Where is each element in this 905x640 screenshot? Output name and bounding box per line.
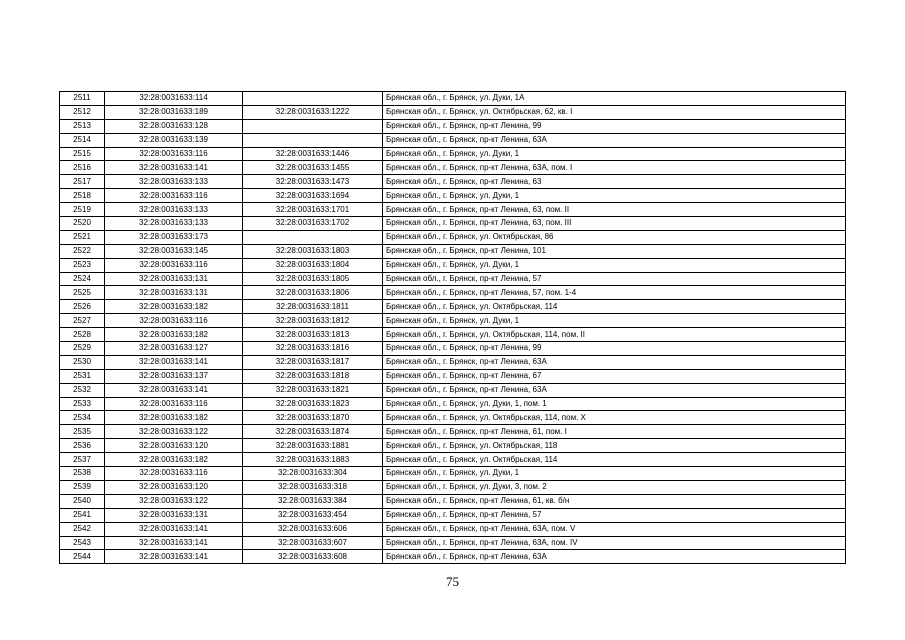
- address-cell: Брянская обл., г. Брянск, ул. Октябрьская, 86: [383, 230, 846, 244]
- address-cell: Брянская обл., г. Брянск, ул. Октябрьская, 114, пом. X: [383, 411, 846, 425]
- object-cadastral-number: 32:28:0031633:1813: [243, 328, 383, 342]
- row-number: 2541: [60, 508, 105, 522]
- land-cadastral-number: 32:28:0031633:131: [105, 272, 243, 286]
- land-cadastral-number: 32:28:0031633:122: [105, 425, 243, 439]
- address-cell: Брянская обл., г. Брянск, пр-кт Ленина, 63А: [383, 133, 846, 147]
- land-cadastral-number: 32:28:0031633:127: [105, 342, 243, 356]
- row-number: 2520: [60, 217, 105, 231]
- object-cadastral-number: [243, 92, 383, 106]
- object-cadastral-number: 32:28:0031633:607: [243, 536, 383, 550]
- table-row: [60, 286, 846, 300]
- row-number: 2528: [60, 328, 105, 342]
- land-cadastral-number: 32:28:0031633:116: [105, 258, 243, 272]
- address-cell: Брянская обл., г. Брянск, ул. Октябрьская, 118: [383, 439, 846, 453]
- row-number: 2544: [60, 550, 105, 564]
- object-cadastral-number: 32:28:0031633:454: [243, 508, 383, 522]
- table-row: [60, 425, 846, 439]
- table-row: [60, 453, 846, 467]
- table-row: [60, 439, 846, 453]
- object-cadastral-number: 32:28:0031633:1702: [243, 217, 383, 231]
- address-cell: Брянская обл., г. Брянск, пр-кт Ленина, 101: [383, 244, 846, 258]
- address-cell: Брянская обл., г. Брянск, пр-кт Ленина, 57: [383, 272, 846, 286]
- table-row: [60, 189, 846, 203]
- address-cell: Брянская обл., г. Брянск, пр-кт Ленина, 63А, пом. IV: [383, 536, 846, 550]
- address-cell: Брянская обл., г. Брянск, пр-кт Ленина, 63А: [383, 355, 846, 369]
- table-row: [60, 494, 846, 508]
- address-cell: Брянская обл., г. Брянск, ул. Октябрьская, 114: [383, 453, 846, 467]
- land-cadastral-number: 32:28:0031633:141: [105, 161, 243, 175]
- table-row: [60, 355, 846, 369]
- land-cadastral-number: 32:28:0031633:139: [105, 133, 243, 147]
- table-row: [60, 342, 846, 356]
- table-row: [60, 522, 846, 536]
- row-number: 2538: [60, 467, 105, 481]
- table-body: [60, 92, 846, 564]
- row-number: 2540: [60, 494, 105, 508]
- object-cadastral-number: 32:28:0031633:1821: [243, 383, 383, 397]
- land-cadastral-number: 32:28:0031633:141: [105, 536, 243, 550]
- object-cadastral-number: 32:28:0031633:1804: [243, 258, 383, 272]
- table-row: [60, 92, 846, 106]
- table-row: [60, 550, 846, 564]
- object-cadastral-number: 32:28:0031633:1823: [243, 397, 383, 411]
- object-cadastral-number: 32:28:0031633:1473: [243, 175, 383, 189]
- row-number: 2532: [60, 383, 105, 397]
- table-row: [60, 480, 846, 494]
- land-cadastral-number: 32:28:0031633:189: [105, 105, 243, 119]
- row-number: 2529: [60, 342, 105, 356]
- address-cell: Брянская обл., г. Брянск, пр-кт Ленина, 63, пом. III: [383, 217, 846, 231]
- row-number: 2524: [60, 272, 105, 286]
- land-cadastral-number: 32:28:0031633:120: [105, 439, 243, 453]
- row-number: 2534: [60, 411, 105, 425]
- address-cell: Брянская обл., г. Брянск, пр-кт Ленина, 63: [383, 175, 846, 189]
- table-row: [60, 203, 846, 217]
- table-row: [60, 508, 846, 522]
- table-row: [60, 397, 846, 411]
- table-row: [60, 217, 846, 231]
- land-cadastral-number: 32:28:0031633:133: [105, 175, 243, 189]
- row-number: 2523: [60, 258, 105, 272]
- row-number: 2522: [60, 244, 105, 258]
- row-number: 2515: [60, 147, 105, 161]
- object-cadastral-number: 32:28:0031633:1811: [243, 300, 383, 314]
- row-number: 2513: [60, 119, 105, 133]
- row-number: 2514: [60, 133, 105, 147]
- land-cadastral-number: 32:28:0031633:116: [105, 314, 243, 328]
- row-number: 2521: [60, 230, 105, 244]
- address-cell: Брянская обл., г. Брянск, ул. Октябрьская, 114, пом. II: [383, 328, 846, 342]
- row-number: 2539: [60, 480, 105, 494]
- land-cadastral-number: 32:28:0031633:182: [105, 328, 243, 342]
- object-cadastral-number: 32:28:0031633:1803: [243, 244, 383, 258]
- address-cell: Брянская обл., г. Брянск, пр-кт Ленина, 63А: [383, 383, 846, 397]
- object-cadastral-number: [243, 119, 383, 133]
- land-cadastral-number: 32:28:0031633:128: [105, 119, 243, 133]
- table-row: [60, 175, 846, 189]
- object-cadastral-number: 32:28:0031633:1446: [243, 147, 383, 161]
- object-cadastral-number: 32:28:0031633:1883: [243, 453, 383, 467]
- address-cell: Брянская обл., г. Брянск, ул. Октябрьская, 114: [383, 300, 846, 314]
- address-cell: Брянская обл., г. Брянск, пр-кт Ленина, 57, пом. 1-4: [383, 286, 846, 300]
- object-cadastral-number: 32:28:0031633:1455: [243, 161, 383, 175]
- address-cell: Брянская обл., г. Брянск, пр-кт Ленина, 99: [383, 119, 846, 133]
- land-cadastral-number: 32:28:0031633:145: [105, 244, 243, 258]
- address-cell: Брянская обл., г. Брянск, ул. Октябрьская, 62, кв. I: [383, 105, 846, 119]
- table-row: [60, 536, 846, 550]
- row-number: 2530: [60, 355, 105, 369]
- land-cadastral-number: 32:28:0031633:141: [105, 550, 243, 564]
- cadastral-table: [59, 91, 846, 564]
- land-cadastral-number: 32:28:0031633:141: [105, 383, 243, 397]
- row-number: 2526: [60, 300, 105, 314]
- object-cadastral-number: 32:28:0031633:304: [243, 467, 383, 481]
- row-number: 2533: [60, 397, 105, 411]
- row-number: 2531: [60, 369, 105, 383]
- land-cadastral-number: 32:28:0031633:122: [105, 494, 243, 508]
- land-cadastral-number: 32:28:0031633:116: [105, 467, 243, 481]
- row-number: 2517: [60, 175, 105, 189]
- land-cadastral-number: 32:28:0031633:133: [105, 217, 243, 231]
- row-number: 2536: [60, 439, 105, 453]
- address-cell: Брянская обл., г. Брянск, пр-кт Ленина, 57: [383, 508, 846, 522]
- page-number: 75: [446, 574, 459, 589]
- land-cadastral-number: 32:28:0031633:116: [105, 147, 243, 161]
- row-number: 2511: [60, 92, 105, 106]
- table-row: [60, 314, 846, 328]
- address-cell: Брянская обл., г. Брянск, ул. Дуки, 1: [383, 147, 846, 161]
- land-cadastral-number: 32:28:0031633:182: [105, 300, 243, 314]
- table-row: [60, 105, 846, 119]
- object-cadastral-number: [243, 133, 383, 147]
- land-cadastral-number: 32:28:0031633:141: [105, 355, 243, 369]
- object-cadastral-number: 32:28:0031633:1805: [243, 272, 383, 286]
- table-row: [60, 161, 846, 175]
- table-row: [60, 383, 846, 397]
- table-row: [60, 244, 846, 258]
- object-cadastral-number: [243, 230, 383, 244]
- address-cell: Брянская обл., г. Брянск, ул. Дуки, 1: [383, 467, 846, 481]
- address-cell: Брянская обл., г. Брянск, ул. Дуки, 1: [383, 189, 846, 203]
- land-cadastral-number: 32:28:0031633:137: [105, 369, 243, 383]
- object-cadastral-number: 32:28:0031633:606: [243, 522, 383, 536]
- row-number: 2512: [60, 105, 105, 119]
- row-number: 2518: [60, 189, 105, 203]
- object-cadastral-number: 32:28:0031633:318: [243, 480, 383, 494]
- object-cadastral-number: 32:28:0031633:608: [243, 550, 383, 564]
- address-cell: Брянская обл., г. Брянск, ул. Дуки, 1, пом. 1: [383, 397, 846, 411]
- object-cadastral-number: 32:28:0031633:1701: [243, 203, 383, 217]
- row-number: 2519: [60, 203, 105, 217]
- object-cadastral-number: 32:28:0031633:1881: [243, 439, 383, 453]
- row-number: 2543: [60, 536, 105, 550]
- object-cadastral-number: 32:28:0031633:1806: [243, 286, 383, 300]
- land-cadastral-number: 32:28:0031633:182: [105, 411, 243, 425]
- address-cell: Брянская обл., г. Брянск, пр-кт Ленина, 67: [383, 369, 846, 383]
- row-number: 2527: [60, 314, 105, 328]
- object-cadastral-number: 32:28:0031633:1874: [243, 425, 383, 439]
- address-cell: Брянская обл., г. Брянск, ул. Дуки, 1: [383, 314, 846, 328]
- object-cadastral-number: 32:28:0031633:384: [243, 494, 383, 508]
- land-cadastral-number: 32:28:0031633:141: [105, 522, 243, 536]
- address-cell: Брянская обл., г. Брянск, ул. Дуки, 3, пом. 2: [383, 480, 846, 494]
- address-cell: Брянская обл., г. Брянск, ул. Дуки, 1А: [383, 92, 846, 106]
- row-number: 2525: [60, 286, 105, 300]
- land-cadastral-number: 32:28:0031633:116: [105, 397, 243, 411]
- table-row: [60, 369, 846, 383]
- object-cadastral-number: 32:28:0031633:1870: [243, 411, 383, 425]
- address-cell: Брянская обл., г. Брянск, пр-кт Ленина, 99: [383, 342, 846, 356]
- table-row: [60, 467, 846, 481]
- object-cadastral-number: 32:28:0031633:1694: [243, 189, 383, 203]
- land-cadastral-number: 32:28:0031633:131: [105, 508, 243, 522]
- land-cadastral-number: 32:28:0031633:120: [105, 480, 243, 494]
- address-cell: Брянская обл., г. Брянск, пр-кт Ленина, 63А, пом. I: [383, 161, 846, 175]
- land-cadastral-number: 32:28:0031633:133: [105, 203, 243, 217]
- address-cell: Брянская обл., г. Брянск, пр-кт Ленина, 63, пом. II: [383, 203, 846, 217]
- land-cadastral-number: 32:28:0031633:131: [105, 286, 243, 300]
- table-row: [60, 133, 846, 147]
- object-cadastral-number: 32:28:0031633:1816: [243, 342, 383, 356]
- table-row: [60, 272, 846, 286]
- land-cadastral-number: 32:28:0031633:182: [105, 453, 243, 467]
- address-cell: Брянская обл., г. Брянск, пр-кт Ленина, 61, кв. б/н: [383, 494, 846, 508]
- table-row: [60, 328, 846, 342]
- object-cadastral-number: 32:28:0031633:1222: [243, 105, 383, 119]
- table-row: [60, 119, 846, 133]
- address-cell: Брянская обл., г. Брянск, пр-кт Ленина, 61, пом. I: [383, 425, 846, 439]
- address-cell: Брянская обл., г. Брянск, ул. Дуки, 1: [383, 258, 846, 272]
- table-row: [60, 258, 846, 272]
- address-cell: Брянская обл., г. Брянск, пр-кт Ленина, 63А, пом. V: [383, 522, 846, 536]
- object-cadastral-number: 32:28:0031633:1812: [243, 314, 383, 328]
- table-row: [60, 411, 846, 425]
- object-cadastral-number: 32:28:0031633:1817: [243, 355, 383, 369]
- table-row: [60, 230, 846, 244]
- row-number: 2537: [60, 453, 105, 467]
- object-cadastral-number: 32:28:0031633:1818: [243, 369, 383, 383]
- table-row: [60, 300, 846, 314]
- row-number: 2535: [60, 425, 105, 439]
- land-cadastral-number: 32:28:0031633:173: [105, 230, 243, 244]
- land-cadastral-number: 32:28:0031633:116: [105, 189, 243, 203]
- table-row: [60, 147, 846, 161]
- land-cadastral-number: 32:28:0031633:114: [105, 92, 243, 106]
- address-cell: Брянская обл., г. Брянск, пр-кт Ленина, 63А: [383, 550, 846, 564]
- row-number: 2516: [60, 161, 105, 175]
- row-number: 2542: [60, 522, 105, 536]
